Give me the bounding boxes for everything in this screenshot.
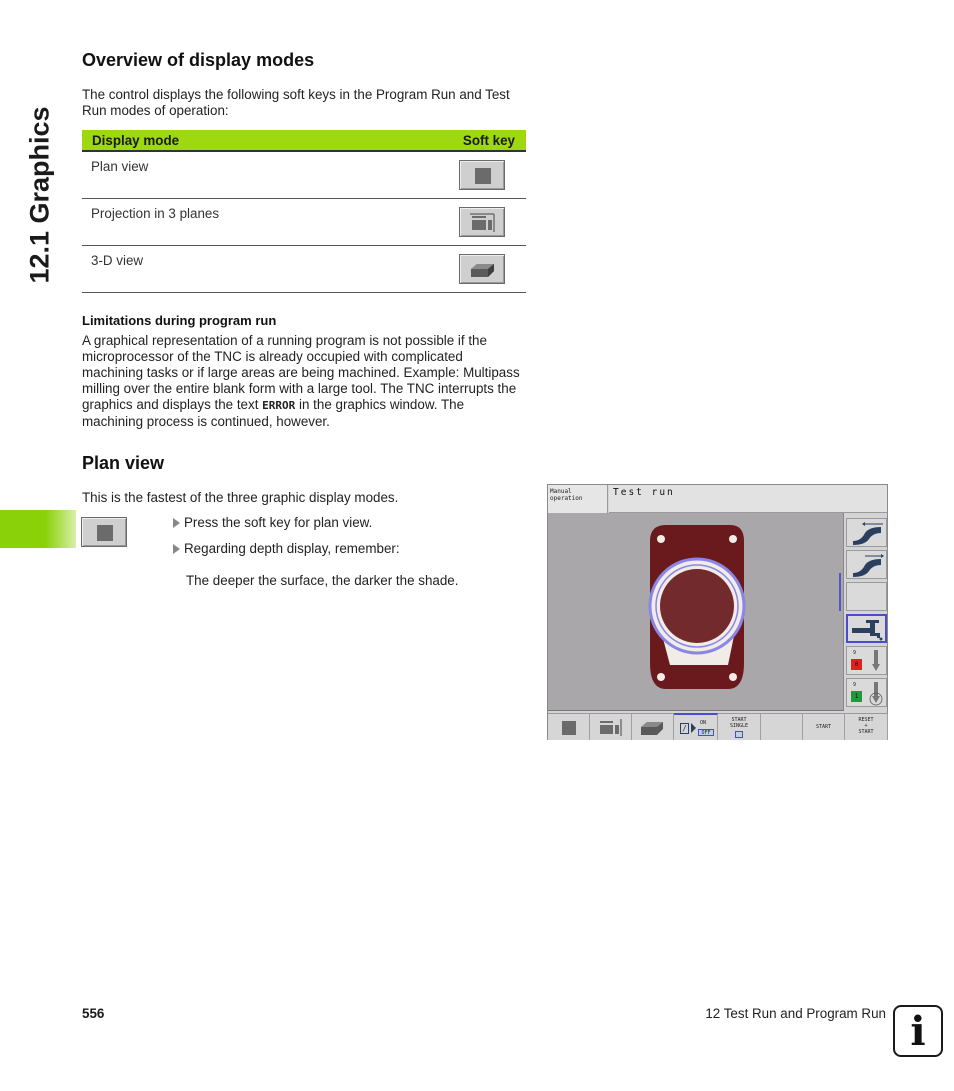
limitations-text xyxy=(82,333,527,430)
footer-chapter: 12 Test Run and Program Run xyxy=(705,1006,886,1021)
step-press-softkey: Press the soft key for plan view. xyxy=(173,515,372,530)
tnc-screen xyxy=(547,484,888,740)
3d-view-icon xyxy=(632,714,674,741)
plan-view-intro: This is the fastest of the three graphic display modes. xyxy=(82,490,399,505)
info-icon: i xyxy=(893,1005,943,1057)
mode-plan-view: Plan view xyxy=(82,151,378,198)
table-row xyxy=(82,151,526,198)
tnc-graphics-window xyxy=(548,513,844,711)
header-soft-key: Soft key xyxy=(378,130,526,151)
projection-3-planes-icon xyxy=(590,714,632,741)
spindle-rotate-icon xyxy=(847,679,888,708)
vsoftkey-empty[interactable] xyxy=(846,582,887,611)
hsoftkey-plan-view[interactable] xyxy=(548,713,590,740)
hsoftkey-3d-view[interactable] xyxy=(632,713,674,740)
tnc-program-mode: Test run xyxy=(609,485,887,513)
vsoftkey-move-right[interactable] xyxy=(846,550,887,579)
plan-view-softkey xyxy=(459,160,505,190)
off-indicator: OFF xyxy=(698,729,714,736)
vsoftkey-coolant[interactable] xyxy=(846,614,887,643)
limitations-text-before: A graphical representation of a running program is not possible if the microprocessor of the TNC is already occupied with complicated machining tasks or if large areas are being machined. Example: Multipass milling over the entire blank form with a large tool. The TNC interrupts the graphics and displays the text xyxy=(82,333,520,412)
coolant-tap-icon xyxy=(848,616,885,641)
single-block-indicator xyxy=(735,731,743,738)
arrow-right-icon xyxy=(173,518,180,528)
hsoftkey-projection-3-planes[interactable] xyxy=(590,713,632,740)
hsoftkey-start-single[interactable]: START SINGLE xyxy=(718,713,761,740)
tnc-mode-label: Manual operation xyxy=(548,485,608,513)
overview-intro: The control displays the following soft keys in the Program Run and Test Run modes of operation: xyxy=(82,87,510,118)
side-chapter-title xyxy=(12,50,68,340)
plan-view-heading: Plan view xyxy=(82,453,165,473)
header-display-mode: Display mode xyxy=(82,130,378,151)
scroll-indicator xyxy=(839,573,841,611)
hsoftkey-block-skip[interactable]: / ON OFF xyxy=(674,713,718,740)
projection-3-planes-softkey-icon xyxy=(460,208,506,238)
vsoftkey-spindle-on[interactable]: 9 1 xyxy=(846,678,887,707)
mode-3d-view: 3-D view xyxy=(82,245,378,292)
page-number: 556 xyxy=(82,1006,105,1021)
hsoftkey-start[interactable]: START xyxy=(803,713,845,740)
3d-view-softkey xyxy=(459,254,505,284)
wave-arrow-left-icon xyxy=(847,519,888,548)
limitations-heading: Limitations during program run xyxy=(82,313,277,328)
projection-3-planes-softkey xyxy=(459,207,505,237)
workpiece-plan-view xyxy=(548,513,844,711)
hsoftkey-empty-1[interactable] xyxy=(761,713,803,740)
plan-view-softkey-margin-icon xyxy=(97,525,113,541)
plan-view-softkey-icon xyxy=(475,168,491,184)
table-row xyxy=(82,198,526,245)
limitations-text-after: in the graphics window. The machining process is continued, however. xyxy=(82,397,465,429)
table-row xyxy=(82,245,526,292)
step-depth-display: Regarding depth display, remember: xyxy=(173,541,400,556)
3d-view-softkey-icon xyxy=(460,255,506,285)
tnc-vertical-softkeys xyxy=(846,518,887,710)
spindle-icon xyxy=(847,647,888,676)
table-header-row xyxy=(82,130,526,151)
plan-view-icon xyxy=(562,721,576,735)
spindle-off-badge: 0 xyxy=(851,659,862,670)
side-chapter-title-text: 12.1 Graphics xyxy=(24,106,55,284)
error-word: ERROR xyxy=(262,399,296,412)
arrow-right-icon xyxy=(691,723,696,733)
mode-projection-3-planes: Projection in 3 planes xyxy=(82,198,378,245)
depth-note: The deeper the surface, the darker the shade. xyxy=(186,573,459,588)
hsoftkey-reset-start[interactable]: RESET + START xyxy=(845,713,888,740)
vsoftkey-move-left[interactable] xyxy=(846,518,887,547)
plan-view-softkey-margin xyxy=(81,517,127,547)
vsoftkey-spindle-off[interactable]: 9 0 xyxy=(846,646,887,675)
display-modes-table xyxy=(82,130,526,293)
spindle-on-badge: 1 xyxy=(851,691,862,702)
arrow-right-icon xyxy=(173,544,180,554)
tnc-horizontal-softkeys xyxy=(548,713,889,740)
chapter-tab-marker xyxy=(0,510,76,548)
overview-heading: Overview of display modes xyxy=(82,50,315,70)
wave-arrow-right-icon xyxy=(847,551,888,580)
